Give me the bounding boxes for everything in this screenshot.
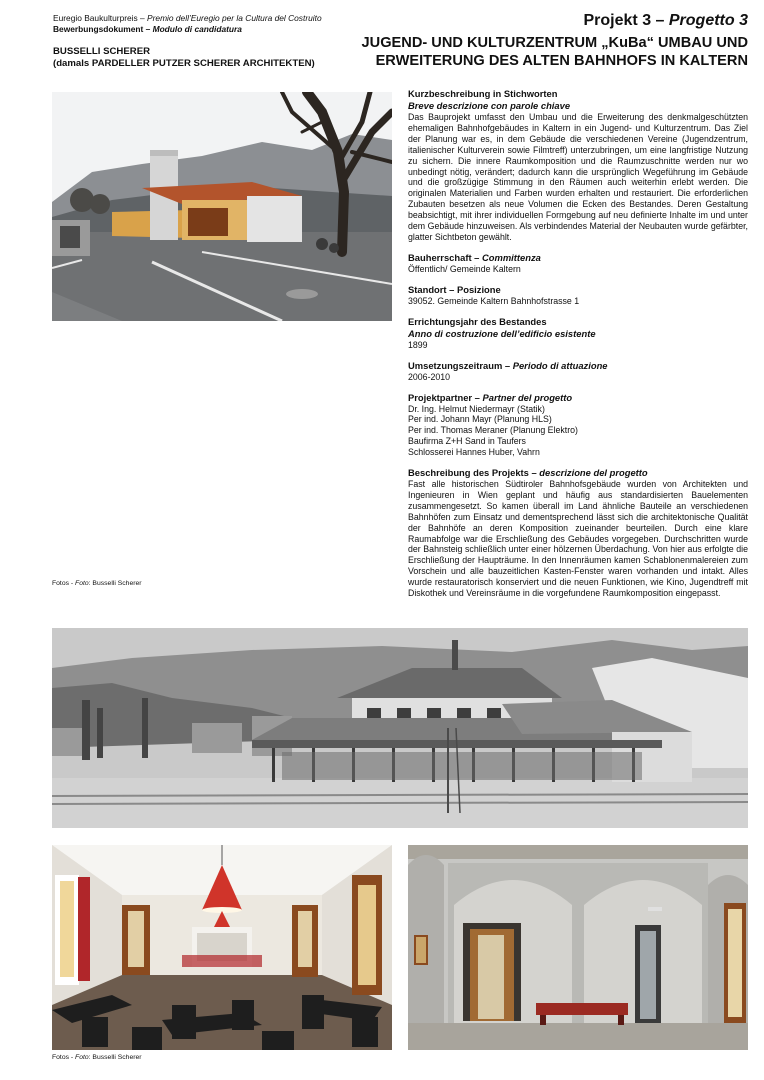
form-line: Bewerbungsdokument – Modulo di candidatura [53, 24, 242, 34]
prize-line: Euregio Baukulturpreis – Premio dell’Euregio per la Cultura del Costruito [53, 13, 322, 23]
project-description-section: Beschreibung des Projekts – descrizione del progetto Fast alle historischen Südtiroler Bahnhofsgebäude wurden von Architekten und Ingenieuren in Wien geplant und häufig aus standardisierten Bauelementen zusammengesetzt. So kamen überall im Land ähnliche Bauteile an verschiedenen Bahnhöfen zum Einsatz und dementsprechend lässt sich die architektonische Qualität der Bahnhöfe an deren Komposition zueinander beurteilen. Durch eine klare Raumabfolge war die Erschließung des Gebäudes vorgegeben. Durchschritten wurde der Bahnsteig schließlich unter einer hölzernen Überdachung. Von hier aus erfolgte die Erschließung der Haupträume. In den Innenräumen kamen Schablonenmalereien zum Vorschein und alle bauzeitlichen Kasten-Fenster waren vorhanden und intakt. Alles wurde restauratorisch konserviert und die neuen Funktionen, wie Kino, Jugendtreff mit Diskothek und Vereinsräume in die vorgefundene Raumkomposition eingepasst. [408, 467, 748, 599]
project-title: JUGEND- UND KULTURZENTRUM „KuBa“ UMBAU UND ERWEITERUNG DES ALTEN BAHNHOFS IN KALTERN [361, 35, 748, 69]
partner-item: Dr. Ing. Helmut Niedermayr (Statik) [408, 403, 545, 414]
photo-credit-bottom: Fotos - Foto: Busselli Scherer [52, 1054, 142, 1061]
project-text-column [408, 88, 748, 608]
period-section: Umsetzungszeitraum – Periodo di attuazione 2006-2010 [408, 359, 608, 382]
exterior-photo [52, 92, 392, 321]
interior-hall-photo [408, 845, 748, 1050]
partner-item: Baufirma Z+H Sand in Taufers [408, 436, 526, 447]
construction-year-section: Errichtungsjahr des Bestandes Anno di costruzione dell’edificio esistente 1899 [408, 315, 596, 350]
document-header [53, 13, 373, 35]
client-section: Bauherrschaft – Committenza Öffentlich/ Gemeinde Kaltern [408, 251, 541, 274]
partner-item: Per ind. Thomas Meraner (Planung Elektro) [408, 425, 578, 436]
partners-section: Projektpartner – Partner del progetto Dr. Ing. Helmut Niedermayr (Statik) Per ind. Johann Mayr (Planung HLS) Per ind. Thomas Meraner (Planung Elektro) Baufirma Z+H Sand in Taufers Schlosserei Hannes Huber, Vahrn [408, 392, 748, 459]
location-section: Standort – Posizione 39052. Gemeinde Kaltern Bahnhofstrasse 1 [408, 283, 580, 306]
photo-credit-top: Fotos - Foto: Busselli Scherer [52, 580, 142, 587]
partner-item: Schlosserei Hannes Huber, Vahrn [408, 447, 540, 458]
partner-item: Per ind. Johann Mayr (Planung HLS) [408, 414, 552, 425]
project-number: Projekt 3 – Progetto 3 [583, 12, 748, 29]
short-description-section: Kurzbeschreibung in Stichworten Breve descrizione con parole chiave Das Bauprojekt umfasst den Umbau und die Erweiterung des denkmalgeschützten ehemaligen Bahnhofgebäudes in Kaltern in ein Jugend- und Kulturzentrum. Das Ziel der Planung war es, in dem Gebäude die verschiedenen Vereine (Jugendzentrum, italienischer Kulturverein sowie Filmtreff) unterzubringen, um eine langfristige Nutzung zu sichern. Die innere Raumkomposition und die Raumzuschnitte werden nur wo unbedingt nötig, verändert; dadurch kann die ursprünglich Wegeführung im Gebäude und die großzügige Stimmung in den Räumen auch weiterhin erlebt werden. Die originalen Materialien und Farben wurden erhalten und restauriert. Die erforderlichen Zubauten besetzen als neue Volumen die Ecken des Bestandes. Deren Gestaltung beabsichtigt, mit ihrer individuellen Formgebung auf neu definierte Inhalte im und unter dem Gebäude hinzuweisen. Als verbindendes Material der Neubauten wurde gefärbter, glatter Sichtbeton gewählt. [408, 88, 748, 242]
short-description-text: Das Bauprojekt umfasst den Umbau und die Erweiterung des denkmalgeschützten ehemaligen Bahnhofgebäudes in Kaltern in ein Jugend- und Kulturzentrum. Das Ziel der Planung war es, in dem Gebäude die verschiedenen Vereine (Jugendzentrum, italienischer Kulturverein sowie Filmtreff) unterzubringen, um eine langfristige Nutzung zu sichern. Die innere Raumkomposition und die Raumzuschnitte werden nur wo unbedingt nötig, verändert; dadurch kann die ursprünglich Wegeführung im Gebäude und die großzügige Stimmung in den Räumen auch weiterhin erlebt werden. Die originalen Materialien und Farben wurden erhalten und restauriert. Die erforderlichen Zubauten besetzen als neue Volumen die Ecken des Bestandes. Deren Gestaltung beabsichtigt, mit ihrer individuellen Formgebung auf neu definierte Inhalte im und unter dem Gebäude hinzuweisen. Als verbindendes Material der Neubauten wurde gefärbter, glatter Sichtbeton gewählt. [408, 112, 748, 242]
interior-cafe-photo [52, 845, 392, 1050]
architect-office: BUSSELLI SCHERER (damals PARDELLER PUTZER SCHERER ARCHITEKTEN) [53, 46, 315, 69]
project-description-text: Fast alle historischen Südtiroler Bahnhofsgebäude wurden von Architekten und Ingenieuren in Wien geplant und häufig aus standardisierten Bauelementen zusammengesetzt. So kamen überall im Land ähnliche Bauteile an verschiedenen Bahnhöfen zum Einsatz und dementsprechend lässt sich die architektonische Qualität der Bahnhöfe an deren Komposition zueinander beurteilen. Durch eine klare Raumabfolge war die Erschließung des Gebäudes vorgegeben. Durchschritten wurde der Bahnsteig schließlich unter einer hölzernen Überdachung. Von hier aus erfolgte die Erschließung der Haupträume. In den Innenräumen kamen Schablonenmalereien zum Vorschein und alle bauzeitlichen Kasten-Fenster waren vorhanden und intakt. Alles wurde restauratorisch konserviert und die neuen Funktionen, wie Kino, Jugendtreff mit Diskothek und Vereinsräume in die vorgefundene Raumkomposition eingepasst. [408, 479, 748, 599]
historic-station-photo [52, 628, 748, 828]
